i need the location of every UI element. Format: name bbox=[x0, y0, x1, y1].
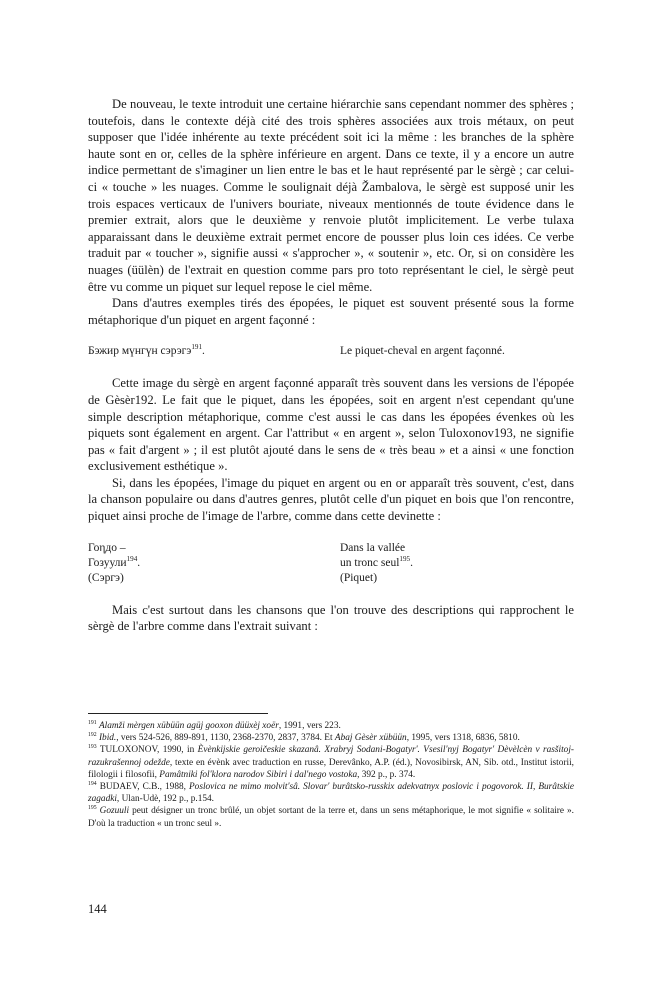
paragraph-3: Cette image du sèrgè en argent façonné apparaît très souvent dans les versions de l'épopée de Gèsèr192. Le fait que le piquet, dans les épopées, soit en argent n'est cependant qu'une simple description métaphorique, comme c'est aussi le cas dans les épopées évenkes où les piquets sont également en argent. Car l'attribut « en argent », selon Tuloxonov193, ne signifie pas « fait d'argent » ; il est plutôt ajouté dans le sens de « très beau » et a ainsi « une fonction exclusivement esthétique ». bbox=[88, 376, 574, 474]
footnote-193: $^{193}$ TULOXONOV, 1990, in Èvènkijskie geroičeskie skazanâ. Xrabryj Sodani-Bogatyr'. Vsesil'nyj Bogatyr' Dèvèlcèn v rasšitoj-razukrašennoj odežde, texte en évènk avec traduction en russe, Derevânko, A.P. (éd.), Novosibirsk, AN, Sib. otd., Institut istorii, filologii i filosofii, Pamâtniki fol'klora narodov Sibiri i dal'nego vostoka, 392 p., p. 374. bbox=[88, 744, 575, 780]
paragraph-1: De nouveau, le texte introduit une certaine hiérarchie sans cependant nommer des sphères ; toutefois, dans le contexte déjà cité des trois sphères associées aux trois métaux, on peut supposer que l'idée inhérente au texte précédent soit ici la même : les branches de la sphère haute sont en or, celles de la sphère inférieure en argent. Dans ce texte, il y a encore un autre indice permettant de s'imaginer un lien entre le bas et le haut représenté par le sèrgè ; car celui-ci « touche » les nuages. Comme le soulignait déjà Žambalova, le sèrgè est supposé unir les trois espaces verticaux de l'univers bouriate, niveaux mentionnés de toute évidence dans le premier extrait, alors que le deuxième y renvoie plutôt implicitement. Le verbe tulaxa apparaissant dans le deuxième extrait permet encore de pousser plus loin ces idées. Ce verbe traduit par « toucher », signifie aussi « s'approcher », « soutenir », etc. Or, si on considère les nuages (üülèn) de l'extrait en question comme pars pro toto représentant le ciel, le sèrgè peut être vu comme un piquet sur lequel repose le ciel même. bbox=[88, 97, 574, 294]
riddle-original: Гоηдо – Гозуули$^{194}$. (Сэргэ) bbox=[88, 541, 141, 584]
paragraph-2: Dans d'autres exemples tirés des épopées, le piquet est souvent présenté sous la forme métaphorique d'un piquet en argent façonné : bbox=[88, 296, 574, 327]
footnote-192: $^{192}$ Ibid., vers 524-526, 889-891, 1130, 2368-2370, 2837, 3784. Et Abaj Gèsèr xübüün, 1995, vers 1318, 6836, 5810. bbox=[88, 732, 520, 744]
quote-silver-stake bbox=[88, 344, 574, 359]
paragraph-4: Si, dans les épopées, l'image du piquet en argent ou en or apparaît très souvent, c'est, dans la chanson populaire ou dans d'autres genres, plutôt celle d'un piquet en bois que l'on rencontre, piquet ainsi proche de l'image de l'arbre, comme dans cette devinette : bbox=[88, 475, 574, 524]
page-number: 144 bbox=[88, 902, 107, 916]
paragraph-5: Mais c'est surtout dans les chansons que l'on trouve des descriptions qui rapprochent le sèrgè de l'arbre comme dans l'extrait suivant : bbox=[88, 602, 574, 634]
footnote-191: $^{191}$ Alamži mèrgen xübüün agüj gooxon düüxèj xoër, 1991, vers 223. bbox=[88, 719, 341, 731]
riddle bbox=[88, 541, 574, 586]
main-text bbox=[88, 96, 574, 635]
footnote-rule bbox=[88, 713, 268, 714]
riddle-translation: Dans la vallée un tronc seul$^{195}$. (Piquet) bbox=[340, 541, 413, 584]
footnote-195: $^{195}$ Gozuuli peut désigner un tronc brûlé, un objet sortant de la terre et, dans un sens métaphorique, le mot signifie « solitaire ». D'où la traduction « un tronc seul ». bbox=[88, 805, 575, 829]
quote-mongol: Бэжир мүнгүн сэрэгэ$^{191}$. bbox=[88, 343, 205, 358]
footnotes bbox=[88, 713, 574, 830]
quote-translation: Le piquet-cheval en argent façonné. bbox=[340, 345, 505, 358]
footnote-194: $^{194}$ BUDAEV, C.B., 1988, Poslovica ne mimo molvit'sâ. Slovar' burâtsko-russkix adekvatnyx poslovic i pogovorok. II, Burâtskie zagadki, Ulan-Udè, 192 p., p.154. bbox=[88, 780, 574, 805]
